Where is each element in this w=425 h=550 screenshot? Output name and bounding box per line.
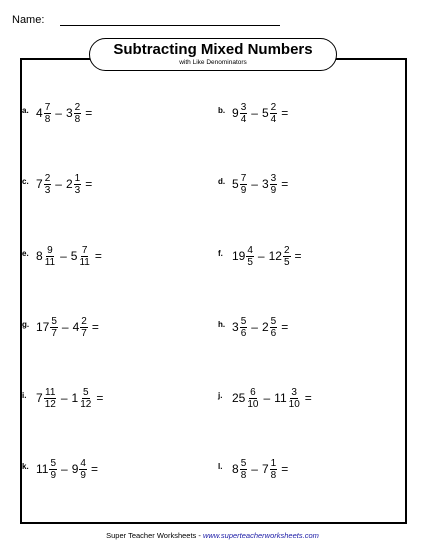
footer-brand: Super Teacher Worksheets [106, 531, 197, 540]
equals-sign: = [294, 249, 302, 263]
numerator: 2 [81, 315, 87, 327]
whole-number: 19 [232, 249, 246, 263]
problem-l [218, 454, 288, 484]
problem-label: b. [218, 105, 226, 115]
fraction [240, 173, 248, 196]
fraction [80, 316, 88, 339]
whole-number: 11 [36, 462, 49, 476]
equals-sign: = [91, 320, 99, 334]
whole-number: 11 [274, 391, 287, 405]
numerator: 5 [240, 457, 247, 469]
fraction [79, 458, 87, 481]
whole-number: 4 [36, 106, 43, 120]
equals-sign: = [281, 177, 289, 191]
whole-number: 4 [72, 320, 80, 334]
denominator: 9 [80, 469, 86, 481]
whole-number: 8 [232, 462, 239, 476]
numerator: 7 [44, 101, 51, 113]
denominator: 9 [270, 184, 277, 196]
fraction [270, 316, 278, 339]
fraction [74, 102, 82, 125]
minus-sign: – [55, 106, 62, 120]
denominator: 3 [74, 184, 81, 196]
whole-number: 25 [232, 391, 246, 405]
whole-number: 8 [36, 249, 43, 263]
fraction [78, 245, 90, 268]
problem-a [22, 98, 92, 128]
problem-g [22, 312, 99, 342]
denominator: 4 [270, 113, 277, 125]
problem-i [22, 383, 103, 413]
denominator: 9 [240, 184, 247, 196]
minus-sign: – [60, 249, 67, 263]
worksheet-subtitle: with Like Denominators [179, 59, 247, 66]
whole-number: 3 [232, 320, 239, 334]
problem-label: f. [218, 248, 223, 258]
problem-c [22, 169, 92, 199]
problem-e [22, 241, 102, 271]
minus-sign: – [60, 391, 68, 405]
fraction [50, 316, 58, 339]
whole-number: 2 [261, 320, 269, 334]
numerator: 5 [51, 315, 57, 327]
equals-sign: = [90, 462, 98, 476]
numerator: 1 [270, 457, 277, 469]
name-row [12, 14, 272, 30]
denominator: 4 [240, 113, 247, 125]
problem-f [218, 241, 302, 271]
numerator: 11 [45, 386, 56, 398]
numerator: 5 [82, 386, 89, 398]
fraction [44, 245, 56, 268]
numerator: 6 [250, 386, 256, 398]
minus-sign: – [55, 177, 62, 191]
footer-separator: - [196, 531, 203, 540]
problem-label: g. [22, 319, 30, 329]
denominator: 6 [240, 327, 247, 339]
minus-sign: – [61, 462, 68, 476]
fraction [246, 245, 254, 268]
minus-sign: – [263, 391, 271, 405]
whole-number: 9 [232, 106, 239, 120]
denominator: 8 [44, 113, 51, 125]
fraction [240, 316, 248, 339]
fraction [246, 387, 259, 410]
numerator: 2 [74, 101, 81, 113]
denominator: 7 [51, 327, 57, 339]
fraction [283, 245, 291, 268]
denominator: 11 [44, 256, 56, 268]
whole-number: 7 [36, 177, 43, 191]
numerator: 2 [283, 244, 290, 256]
numerator: 2 [270, 101, 277, 113]
footer-url-link[interactable]: www.superteacherworksheets.com [202, 531, 319, 540]
fraction [270, 102, 278, 125]
problem-label: d. [218, 176, 226, 186]
numerator: 5 [270, 315, 277, 327]
equals-sign: = [94, 249, 102, 263]
denominator: 5 [247, 256, 253, 268]
minus-sign: – [251, 177, 258, 191]
numerator: 4 [80, 457, 86, 469]
problem-b [218, 98, 288, 128]
problem-label: e. [22, 248, 29, 258]
numerator: 5 [50, 457, 57, 469]
equals-sign: = [85, 106, 93, 120]
fraction [74, 173, 82, 196]
minus-sign: – [251, 106, 258, 120]
problem-label: j. [218, 390, 223, 400]
whole-number: 1 [71, 391, 79, 405]
denominator: 7 [81, 327, 87, 339]
fraction [44, 173, 52, 196]
denominator: 8 [240, 469, 247, 481]
numerator: 1 [74, 172, 81, 184]
problem-label: h. [218, 319, 226, 329]
whole-number: 17 [36, 320, 50, 334]
denominator: 3 [44, 184, 51, 196]
whole-number: 7 [36, 391, 43, 405]
equals-sign: = [96, 391, 104, 405]
fraction [270, 458, 278, 481]
numerator: 5 [240, 315, 247, 327]
denominator: 10 [288, 398, 300, 410]
denominator: 8 [74, 113, 81, 125]
equals-sign: = [281, 320, 289, 334]
worksheet-title: Subtracting Mixed Numbers [113, 41, 313, 58]
numerator: 7 [240, 172, 247, 184]
whole-number: 5 [232, 177, 239, 191]
numerator: 3 [291, 386, 297, 398]
problem-label: k. [22, 461, 29, 471]
numerator: 4 [247, 244, 253, 256]
problem-k [22, 454, 98, 484]
numerator: 2 [44, 172, 51, 184]
equals-sign: = [85, 177, 93, 191]
fraction [79, 387, 92, 410]
denominator: 9 [50, 469, 57, 481]
whole-number: 2 [65, 177, 73, 191]
denominator: 8 [270, 469, 277, 481]
fraction [44, 387, 57, 410]
fraction [240, 102, 248, 125]
numerator: 9 [47, 244, 53, 256]
equals-sign: = [304, 391, 312, 405]
fraction [288, 387, 301, 410]
fraction [270, 173, 278, 196]
denominator: 5 [283, 256, 290, 268]
numerator: 3 [270, 172, 277, 184]
whole-number: 5 [70, 249, 78, 263]
denominator: 12 [80, 398, 92, 410]
denominator: 12 [44, 398, 56, 410]
minus-sign: – [251, 462, 258, 476]
problem-h [218, 312, 288, 342]
denominator: 11 [79, 256, 90, 268]
name-label: Name: [12, 14, 45, 26]
footer [0, 531, 425, 540]
denominator: 6 [270, 327, 277, 339]
fraction [44, 102, 52, 125]
whole-number: 3 [261, 177, 269, 191]
minus-sign: – [257, 249, 265, 263]
whole-number: 3 [65, 106, 73, 120]
minus-sign: – [251, 320, 258, 334]
problem-label: a. [22, 105, 29, 115]
fraction [49, 458, 57, 481]
equals-sign: = [281, 106, 289, 120]
problem-label: l. [218, 461, 223, 471]
whole-number: 7 [261, 462, 269, 476]
problem-d [218, 169, 288, 199]
whole-number: 5 [261, 106, 269, 120]
whole-number: 9 [71, 462, 79, 476]
numerator: 7 [81, 244, 88, 256]
problem-label: c. [22, 176, 29, 186]
fraction [240, 458, 248, 481]
name-line[interactable] [60, 25, 280, 26]
minus-sign: – [61, 320, 69, 334]
denominator: 10 [247, 398, 259, 410]
equals-sign: = [281, 462, 289, 476]
problem-label: i. [22, 390, 27, 400]
numerator: 3 [240, 101, 247, 113]
whole-number: 12 [268, 249, 282, 263]
problem-j [218, 383, 312, 413]
title-banner [89, 38, 337, 71]
